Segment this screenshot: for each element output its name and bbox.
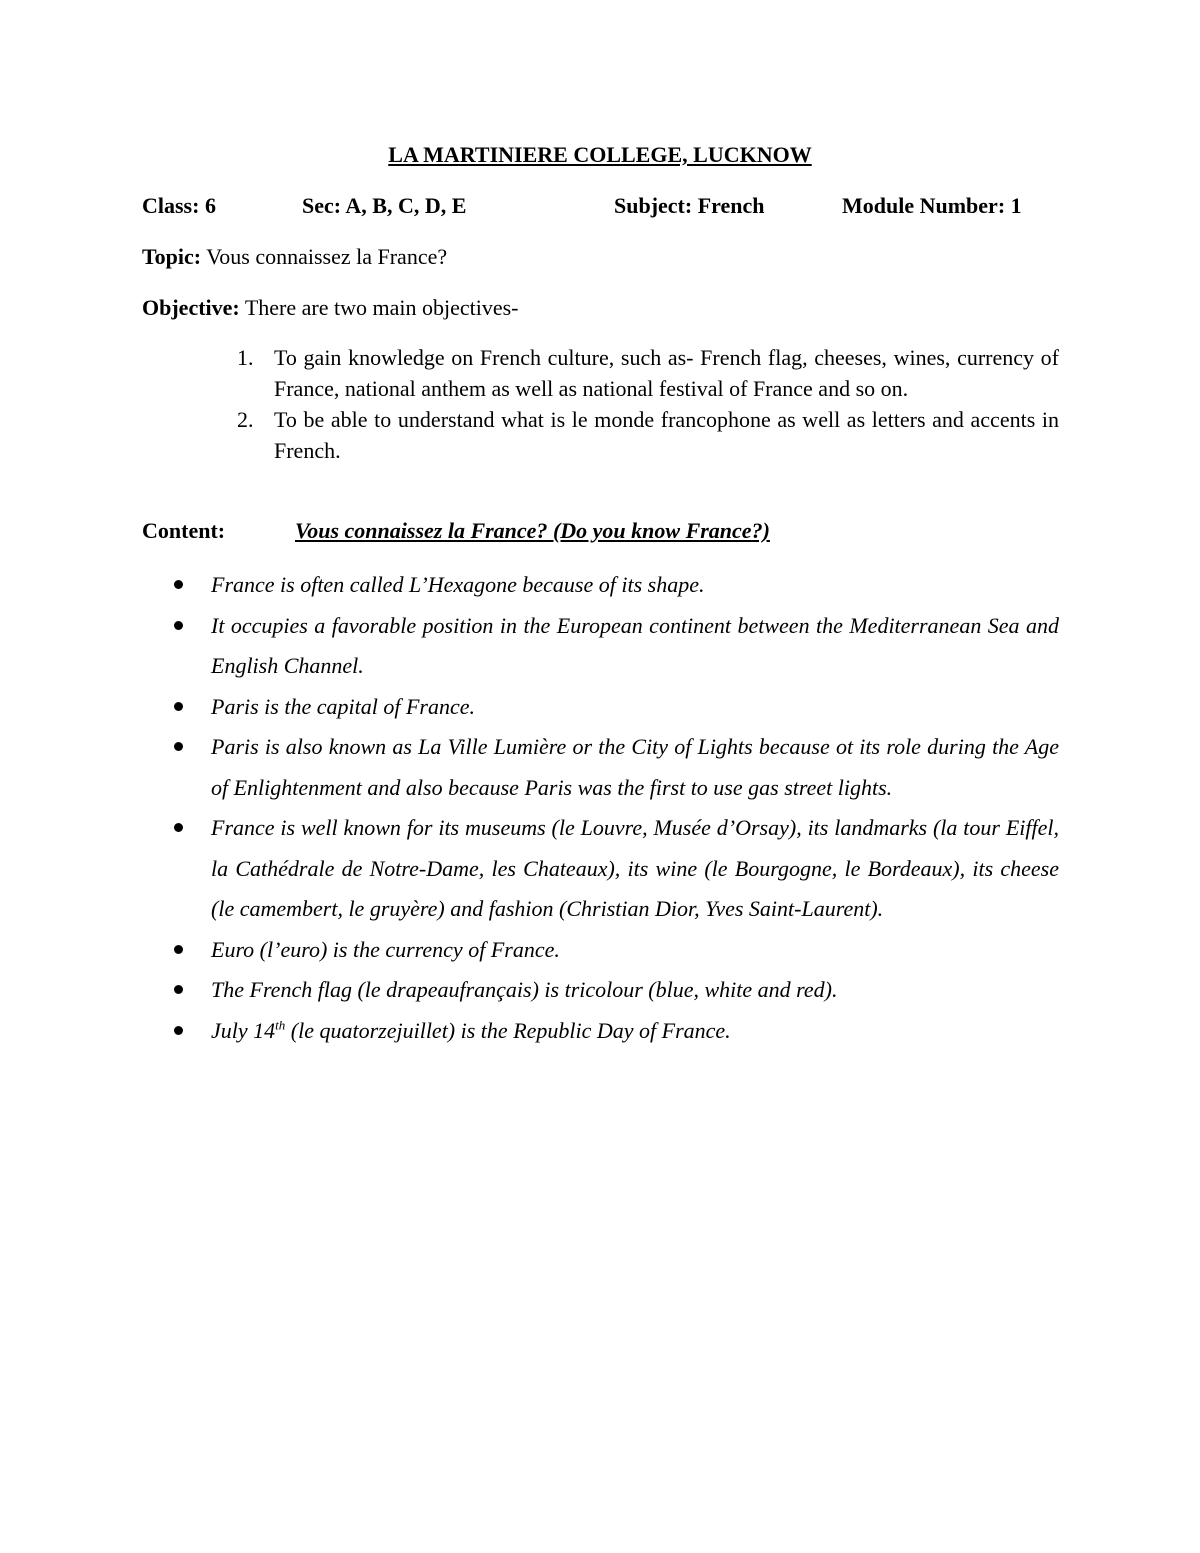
bullet-icon [174, 1026, 183, 1035]
topic-label: Topic: [142, 244, 202, 269]
section-info: Sec: A, B, C, D, E [302, 193, 467, 218]
objective-number: 2. [237, 407, 254, 432]
bullet-text: It occupies a favorable position in the European continent between the Mediterranean Sea and English Channel. [211, 612, 1059, 678]
bullet-text: Euro (l’euro) is the currency of France. [211, 936, 560, 962]
subject-info: Subject: French [614, 193, 765, 218]
objective-intro: There are two main objectives- [244, 295, 519, 320]
objective-number: 1. [237, 345, 254, 370]
bullet-icon [174, 702, 183, 711]
list-item [170, 1011, 1059, 1052]
bullet-icon [174, 742, 183, 751]
module-info: Module Number: 1 [842, 193, 1022, 218]
list-item [170, 687, 1059, 728]
objective-line [142, 293, 519, 323]
objective-item [237, 342, 1059, 404]
class-label: Class [142, 193, 193, 218]
bullet-icon [174, 823, 183, 832]
list-item [170, 970, 1059, 1011]
list-item [170, 930, 1059, 971]
topic-line [142, 242, 447, 272]
bullet-icon [174, 945, 183, 954]
bullet-text: Paris is also known as La Ville Lumière or the City of Lights because ot its role during the Age of Enlightenment and also because Paris was the first to use gas street lights. [211, 734, 1059, 800]
objective-item [237, 404, 1059, 466]
bullet-icon [174, 621, 183, 630]
objective-text: To gain knowledge on French culture, such as- French flag, cheeses, wines, currency of France, national anthem as well as national festival of France and so on. [274, 345, 1059, 401]
list-item [170, 727, 1059, 808]
list-item [170, 565, 1059, 606]
objective-list [237, 342, 1059, 466]
bullet-text: The French flag (le drapeaufrançais) is tricolour (blue, white and red). [211, 977, 838, 1002]
bullet-icon [174, 580, 183, 589]
bullet-icon [174, 985, 183, 994]
ordinal-suffix: th [275, 1017, 286, 1033]
content-bullet-list [170, 565, 1059, 1051]
bullet-text: Paris is the capital of France. [211, 693, 475, 719]
class-info [142, 193, 216, 219]
page-title: LA MARTINIERE COLLEGE, LUCKNOW [388, 142, 812, 167]
content-subtitle: Vous connaissez la France? (Do you know France?) [295, 518, 770, 543]
bullet-text: France is often called L’Hexagone because of its shape. [211, 572, 705, 597]
list-item [170, 606, 1059, 687]
bullet-text-pre: July 14 [211, 1017, 276, 1043]
content-label: Content: [142, 518, 226, 543]
topic-value: Vous connaissez la France? [206, 244, 448, 269]
objective-label: Objective: [142, 295, 240, 320]
list-item [170, 808, 1059, 930]
class-value: : 6 [192, 193, 216, 218]
objective-text: To be able to understand what is le monde francophone as well as letters and accents in French. [274, 407, 1059, 463]
bullet-text: France is well known for its museums (le Louvre, Musée d’Orsay), its landmarks (la tour Eiffel, la Cathédrale de Notre-Dame, les Chateaux), its wine (le Bourgogne, le Bordeaux), its cheese (le camembert, le gruyère) and fashion (Christian Dior, Yves Saint-Laurent). [211, 815, 1059, 921]
bullet-text-post: (le quatorzejuillet) is the Republic Day of France. [285, 1017, 731, 1043]
